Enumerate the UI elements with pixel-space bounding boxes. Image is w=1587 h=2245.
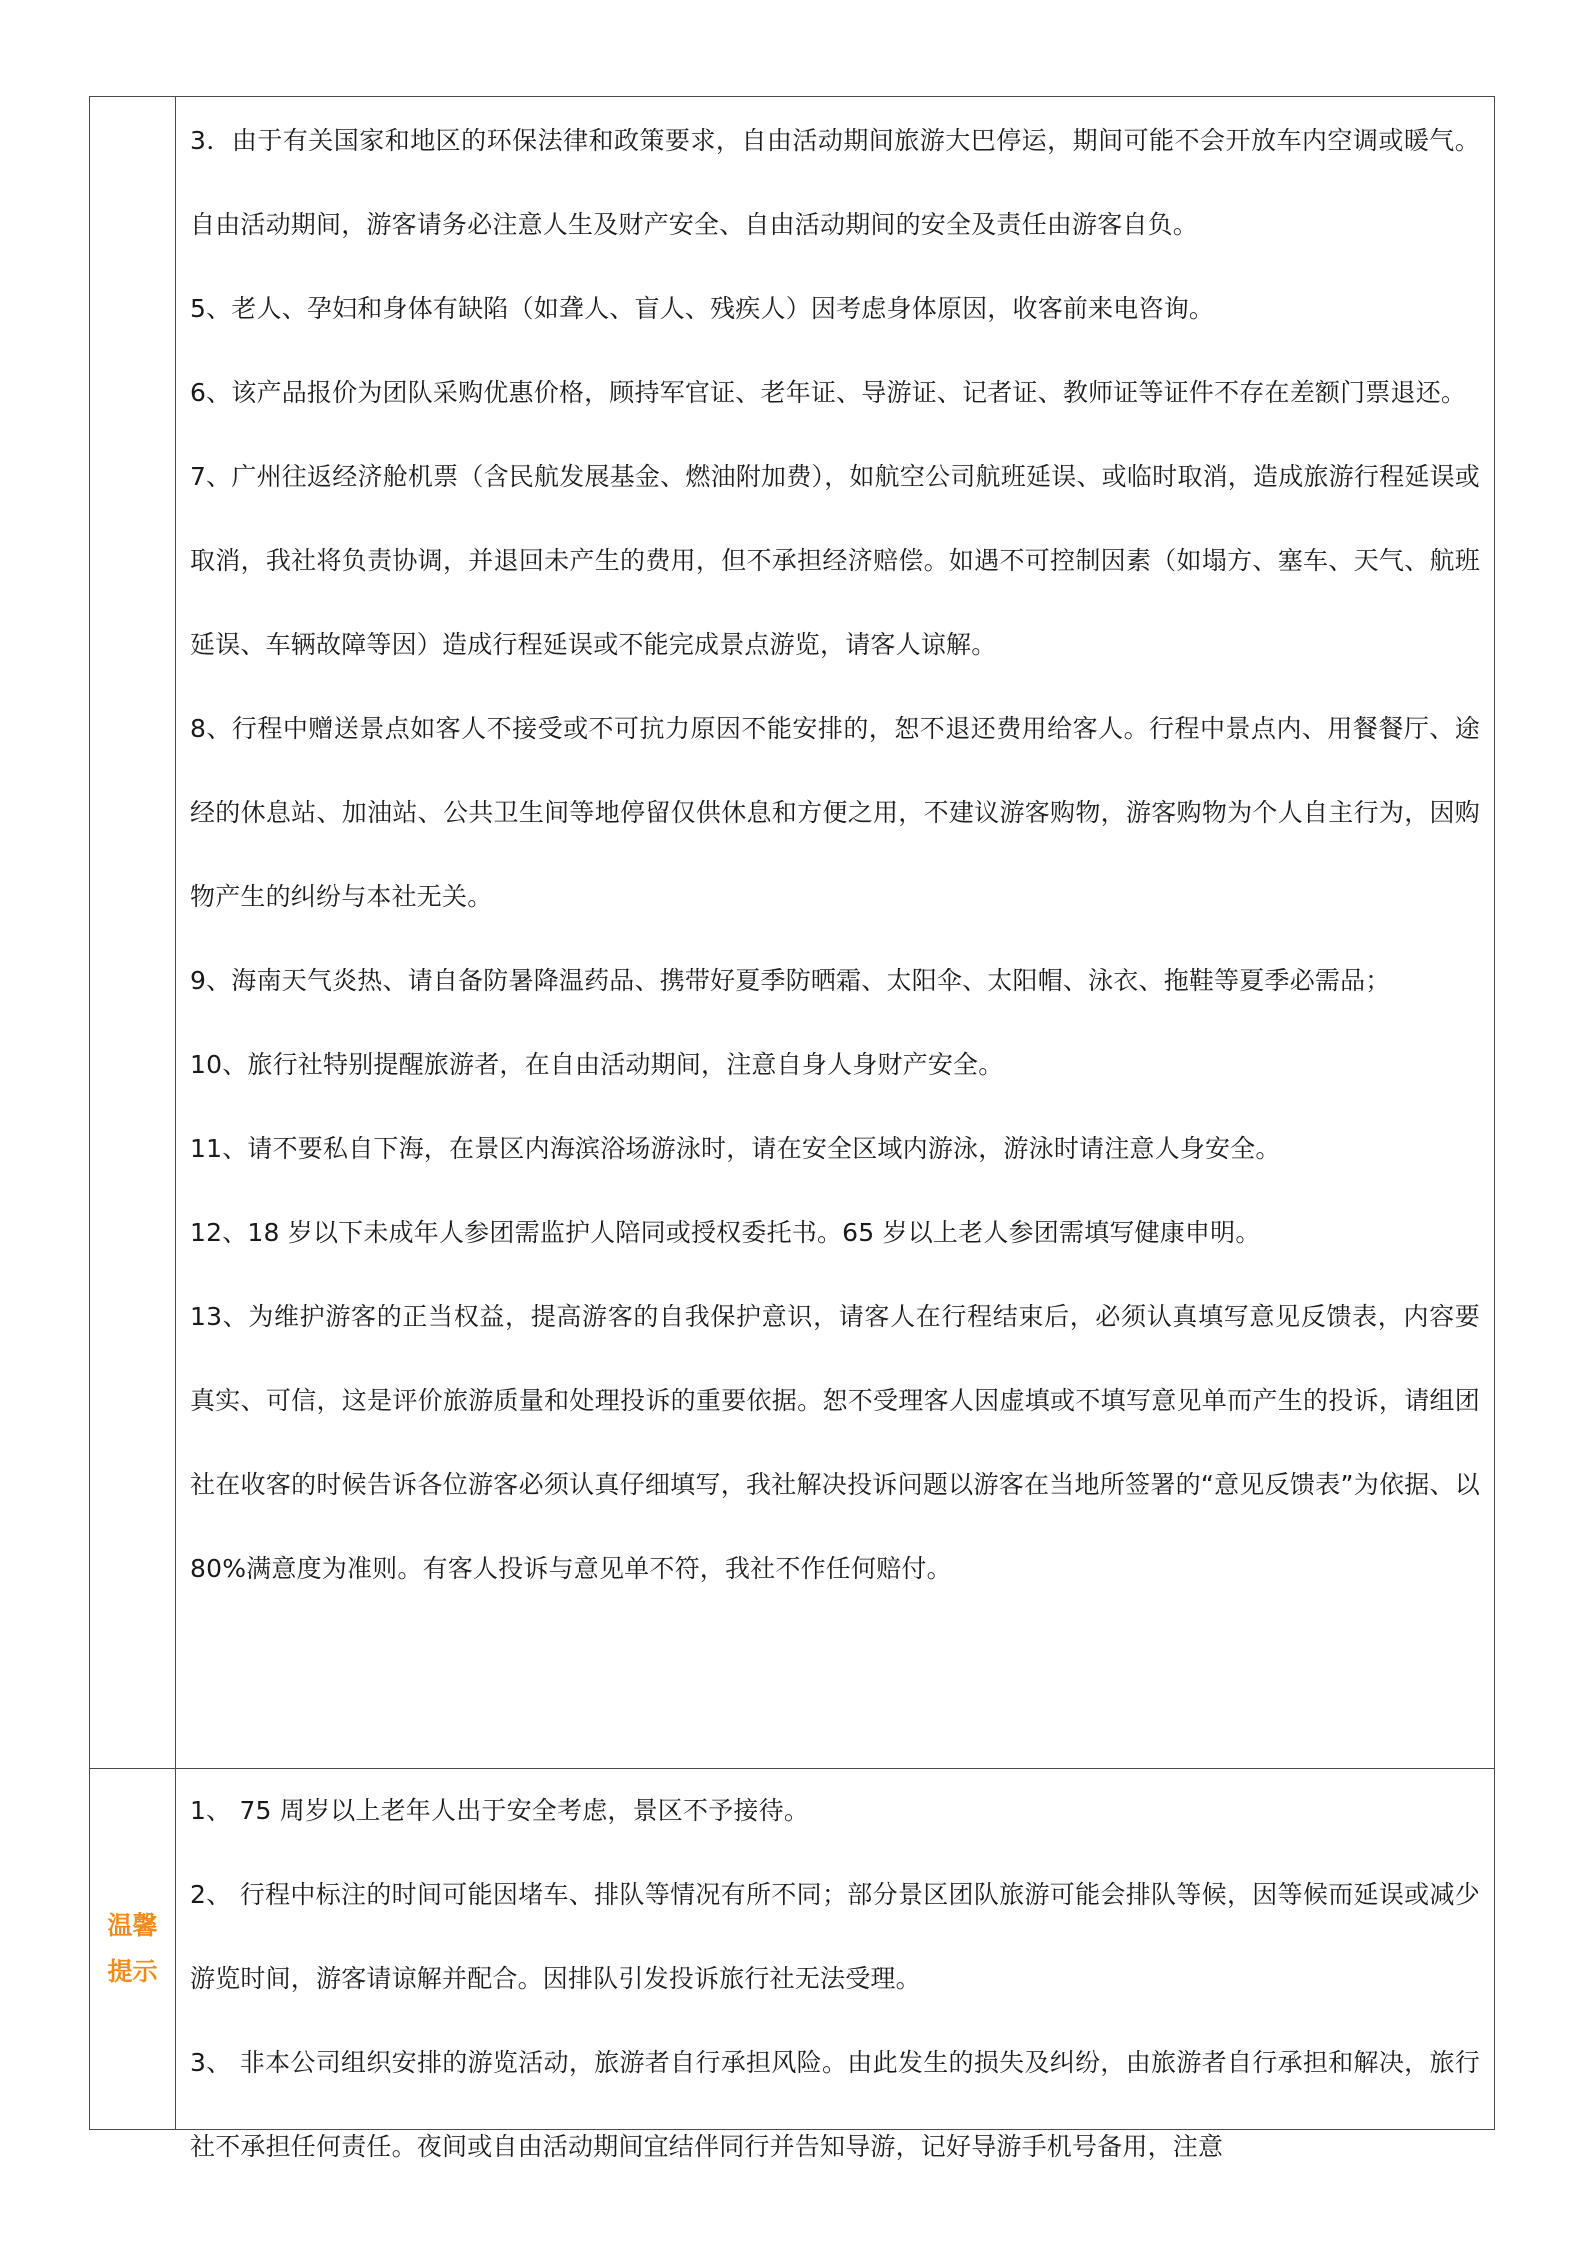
warm-tips-label: 温馨提示: [107, 1911, 158, 1986]
note-item-11: 11、请不要私自下海，在景区内海滨浴场游泳时，请在安全区域内游泳，游泳时请注意人身安全。: [190, 1134, 1281, 1163]
table-row-notes: [90, 97, 1495, 1769]
section1-content: [176, 97, 1494, 1768]
section1-label-cell: [90, 97, 176, 1769]
tip-item-2: 2、 行程中标注的时间可能因堵车、排队等情况有所不同；部分景区团队旅游可能会排队等候，因等候而延误或减少游览时间，游客请谅解并配合。因排队引发投诉旅行社无法受理。: [190, 1880, 1480, 1993]
section2-content-cell: [176, 1769, 1495, 2161]
note-item-9: 9、海南天气炎热、请自备防暑降温药品、携带好夏季防晒霜、太阳伞、太阳帽、泳衣、拖鞋等夏季必需品；: [190, 966, 1391, 995]
section2-content: [176, 1769, 1494, 2161]
table-row-tips: [90, 1769, 1495, 2130]
note-item-6: 6、该产品报价为团队采购优惠价格，顾持军官证、老年证、导游证、记者证、教师证等证件不存在差额门票退还。: [190, 378, 1467, 407]
note-item-7: 7、广州往返经济舱机票（含民航发展基金、燃油附加费），如航空公司航班延误、或临时取消，造成旅游行程延误或取消，我社将负责协调，并退回未产生的费用，但不承担经济赔偿。如遇不可控制因素（如塌方、塞车、天气、航班延误、车辆故障等因）造成行程延误或不能完成景点游览，请客人谅解。: [190, 462, 1480, 659]
note-item-3: 3．由于有关国家和地区的环保法律和政策要求，自由活动期间旅游大巴停运，期间可能不会开放车内空调或暖气。自由活动期间，游客请务必注意人生及财产安全、自由活动期间的安全及责任由游客自负。: [190, 126, 1480, 239]
tip-item-3: 3、 非本公司组织安排的游览活动，旅游者自行承担风险。由此发生的损失及纠纷，由旅游者自行承担和解决，旅行社不承担任何责任。夜间或自由活动期间宜结伴同行并告知导游，记好导游手机号备用，注意: [190, 2048, 1480, 2161]
note-item-8: 8、行程中赠送景点如客人不接受或不可抗力原因不能安排的，恕不退还费用给客人。行程中景点内、用餐餐厅、途经的休息站、加油站、公共卫生间等地停留仅供休息和方便之用，不建议游客购物，游客购物为个人自主行为，因购物产生的纠纷与本社无关。: [190, 714, 1480, 911]
notes-table: [89, 96, 1495, 2161]
note-item-10: 10、旅行社特别提醒旅游者，在自由活动期间，注意自身人身财产安全。: [190, 1050, 1004, 1079]
note-item-13: 13、为维护游客的正当权益，提高游客的自我保护意识，请客人在行程结束后，必须认真填写意见反馈表，内容要真实、可信，这是评价旅游质量和处理投诉的重要依据。恕不受理客人因虚填或不填写意见单而产生的投诉，请组团社在收客的时候告诉各位游客必须认真仔细填写，我社解决投诉问题以游客在当地所签署的“意见反馈表”为依据、以 80%满意度为准则。有客人投诉与意见单不符，我社不作任何赔付。: [190, 1302, 1480, 1583]
note-item-5: 5、老人、孕妇和身体有缺陷（如聋人、盲人、残疾人）因考虑身体原因，收客前来电咨询。: [190, 294, 1215, 323]
note-item-12: 12、18 岁以下未成年人参团需监护人陪同或授权委托书。65 岁以上老人参团需填写健康申明。: [190, 1218, 1261, 1247]
tip-item-1: 1、 75 周岁以上老年人出于安全考虑，景区不予接待。: [190, 1796, 810, 1825]
section1-content-cell: [176, 97, 1495, 1769]
section2-label-cell: [90, 1769, 176, 2130]
